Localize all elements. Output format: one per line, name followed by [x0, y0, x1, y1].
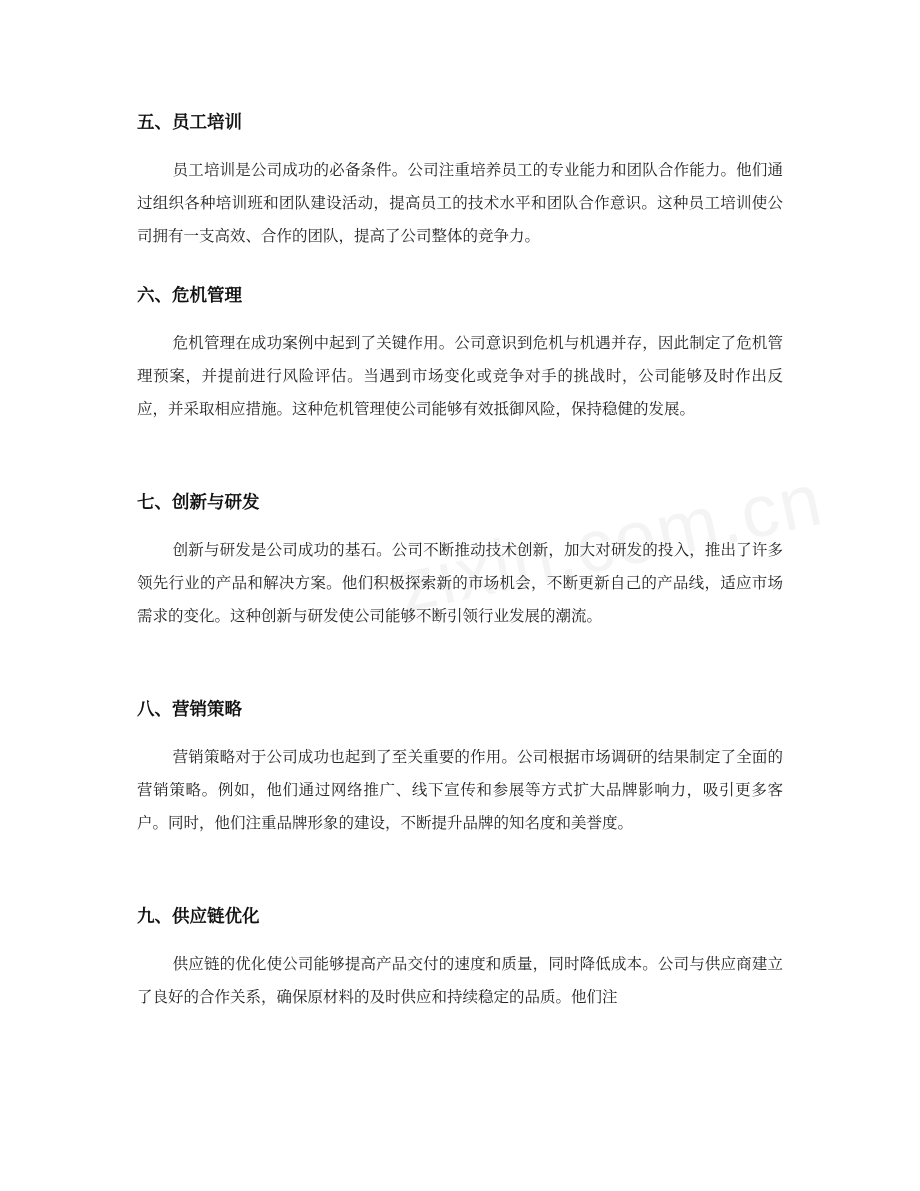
section-heading: 五、员工培训 — [137, 113, 242, 133]
section-paragraph: 营销策略对于公司成功也起到了至关重要的作用。公司根据市场调研的结果制定了全面的营销策略。例如，他们通过网络推广、线下宣传和参展等方式扩大品牌影响力，吸引更多客户。同时，他们注重品牌形象的建设，不断提升品牌的知名度和美誉度。 — [137, 748, 783, 832]
section-innovation-rd — [137, 491, 783, 632]
section-heading: 八、营销策略 — [137, 700, 242, 720]
section-heading: 九、供应链优化 — [137, 907, 260, 927]
section-paragraph: 危机管理在成功案例中起到了关键作用。公司意识到危机与机遇并存，因此制定了危机管理预案，并提前进行风险评估。当遇到市场变化或竞争对手的挑战时，公司能够及时作出反应，并采取相应措施。这种危机管理使公司能够有效抵御风险，保持稳健的发展。 — [137, 334, 783, 418]
section-heading: 六、危机管理 — [137, 286, 242, 306]
section-crisis-management — [137, 284, 783, 425]
section-heading: 七、创新与研发 — [137, 493, 260, 513]
section-supply-chain — [137, 905, 783, 1014]
section-paragraph: 创新与研发是公司成功的基石。公司不断推动技术创新，加大对研发的投入，推出了许多领先行业的产品和解决方案。他们积极探索新的市场机会，不断更新自己的产品线，适应市场需求的变化。这种创新与研发使公司能够不断引领行业发展的潮流。 — [137, 541, 783, 625]
section-paragraph: 供应链的优化使公司能够提高产品交付的速度和质量，同时降低成本。公司与供应商建立了良好的合作关系，确保原材料的及时供应和持续稳定的品质。他们注 — [137, 955, 783, 1006]
section-paragraph: 员工培训是公司成功的必备条件。公司注重培养员工的专业能力和团队合作能力。他们通过组织各种培训班和团队建设活动，提高员工的技术水平和团队合作意识。这种员工培训使公司拥有一支高效、合作的团队，提高了公司整体的竞争力。 — [137, 161, 783, 245]
section-employee-training — [137, 111, 783, 252]
section-marketing-strategy — [137, 698, 783, 839]
